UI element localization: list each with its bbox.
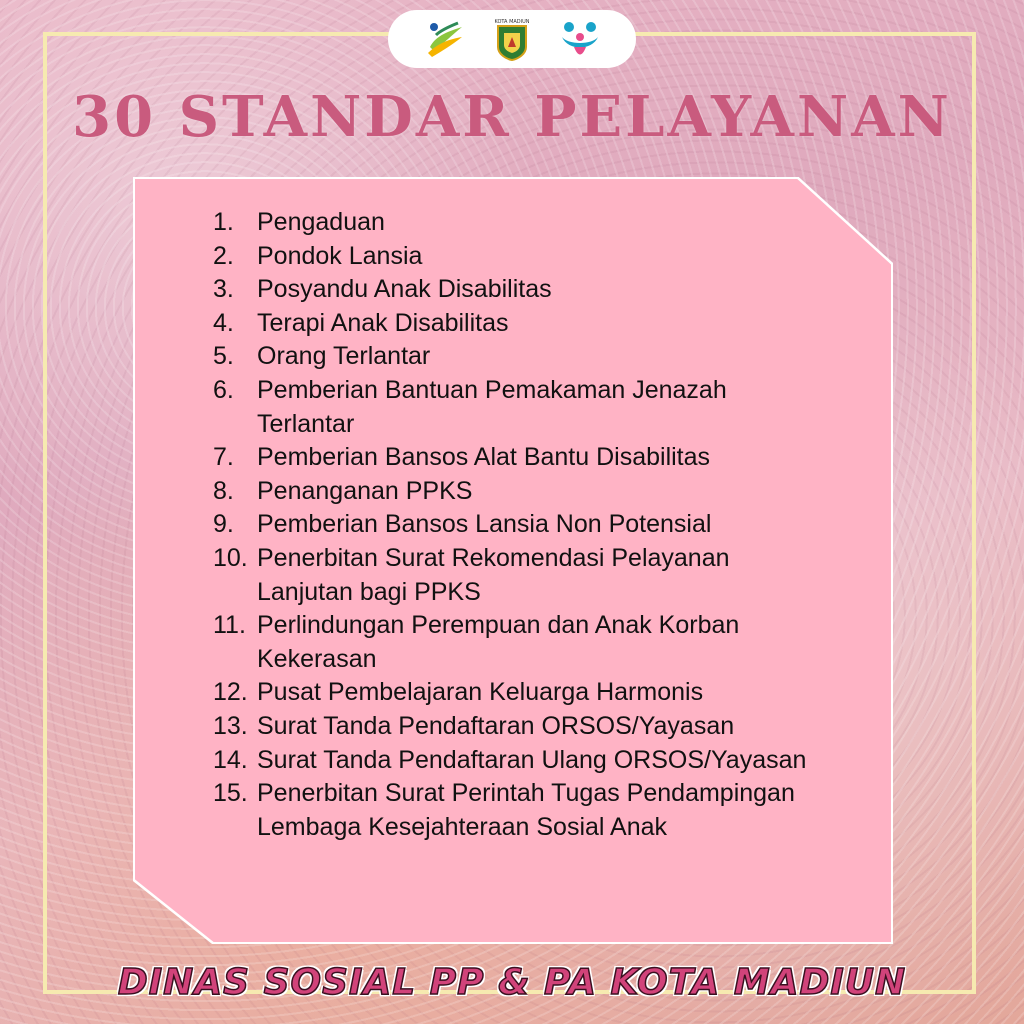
service-list xyxy=(213,206,823,844)
list-item-text: Pengaduan xyxy=(257,208,385,236)
list-item xyxy=(213,206,823,240)
list-item-number: 7. xyxy=(213,443,234,472)
list-item xyxy=(213,744,823,778)
list-item xyxy=(213,475,823,509)
list-item-text: Pemberian Bansos Alat Bantu Disabilitas xyxy=(257,443,711,472)
kota-madiun-emblem-icon xyxy=(490,17,534,61)
list-item-text: Terapi Anak Disabilitas xyxy=(257,308,509,337)
list-item xyxy=(213,273,823,307)
list-item-text: Pemberian Bansos Lansia Non Potensial xyxy=(257,510,712,539)
list-item xyxy=(213,710,823,744)
list-item-number: 6. xyxy=(213,375,234,404)
list-item xyxy=(213,777,823,844)
list-item-number: 13. xyxy=(213,711,248,740)
list-item-text: Posyandu Anak Disabilitas xyxy=(257,275,552,304)
list-item-text: Surat Tanda Pendaftaran ORSOS/Yayasan xyxy=(257,711,735,740)
list-item-number: 9. xyxy=(213,510,234,539)
list-item xyxy=(213,374,823,441)
list-item-text: Surat Tanda Pendaftaran Ulang ORSOS/Yayasan xyxy=(257,745,807,774)
leaf-ribbon-icon xyxy=(422,17,466,61)
family-people-icon xyxy=(558,17,602,61)
list-item-text: Penerbitan Surat Perintah Tugas Pendampingan Lembaga Kesejahteraan Sosial Anak xyxy=(257,779,795,841)
list-item-number: 12. xyxy=(213,678,248,707)
list-item xyxy=(213,676,823,710)
list-item xyxy=(213,542,823,609)
list-item-number: 4. xyxy=(213,308,234,337)
list-item-number: 15. xyxy=(213,779,248,808)
list-item xyxy=(213,240,823,274)
list-item xyxy=(213,441,823,475)
list-item-number: 14. xyxy=(213,745,248,774)
list-item xyxy=(213,307,823,341)
list-item-number: 8. xyxy=(213,476,234,505)
list-item-text: Penanganan PPKS xyxy=(257,476,473,505)
list-item xyxy=(213,340,823,374)
list-item-number: 10. xyxy=(213,543,248,572)
footer-organization: DINAS SOSIAL PP & PA KOTA MADIUN xyxy=(117,962,907,1003)
list-item-text: Pondok Lansia xyxy=(257,241,423,270)
page-title: 30 STANDAR PELAYANAN xyxy=(72,84,952,150)
list-item-number: 3. xyxy=(213,275,234,304)
list-item-number: 5. xyxy=(213,342,234,371)
list-item-number: 1. xyxy=(213,208,234,236)
list-item-text: Perlindungan Perempuan dan Anak Korban Kekerasan xyxy=(257,611,740,673)
list-item-number: 11. xyxy=(213,611,246,640)
logo-bar xyxy=(388,10,636,68)
list-item xyxy=(213,508,823,542)
emblem-label: KOTA MADIUN xyxy=(494,19,530,25)
list-item xyxy=(213,609,823,676)
list-item-text: Orang Terlantar xyxy=(257,342,431,371)
list-item-number: 2. xyxy=(213,241,234,270)
list-item-text: Penerbitan Surat Rekomendasi Pelayanan Lanjutan bagi PPKS xyxy=(257,543,730,606)
list-item-text: Pusat Pembelajaran Keluarga Harmonis xyxy=(257,678,704,707)
list-item-text: Pemberian Bantuan Pemakaman Jenazah Terlantar xyxy=(257,375,727,438)
